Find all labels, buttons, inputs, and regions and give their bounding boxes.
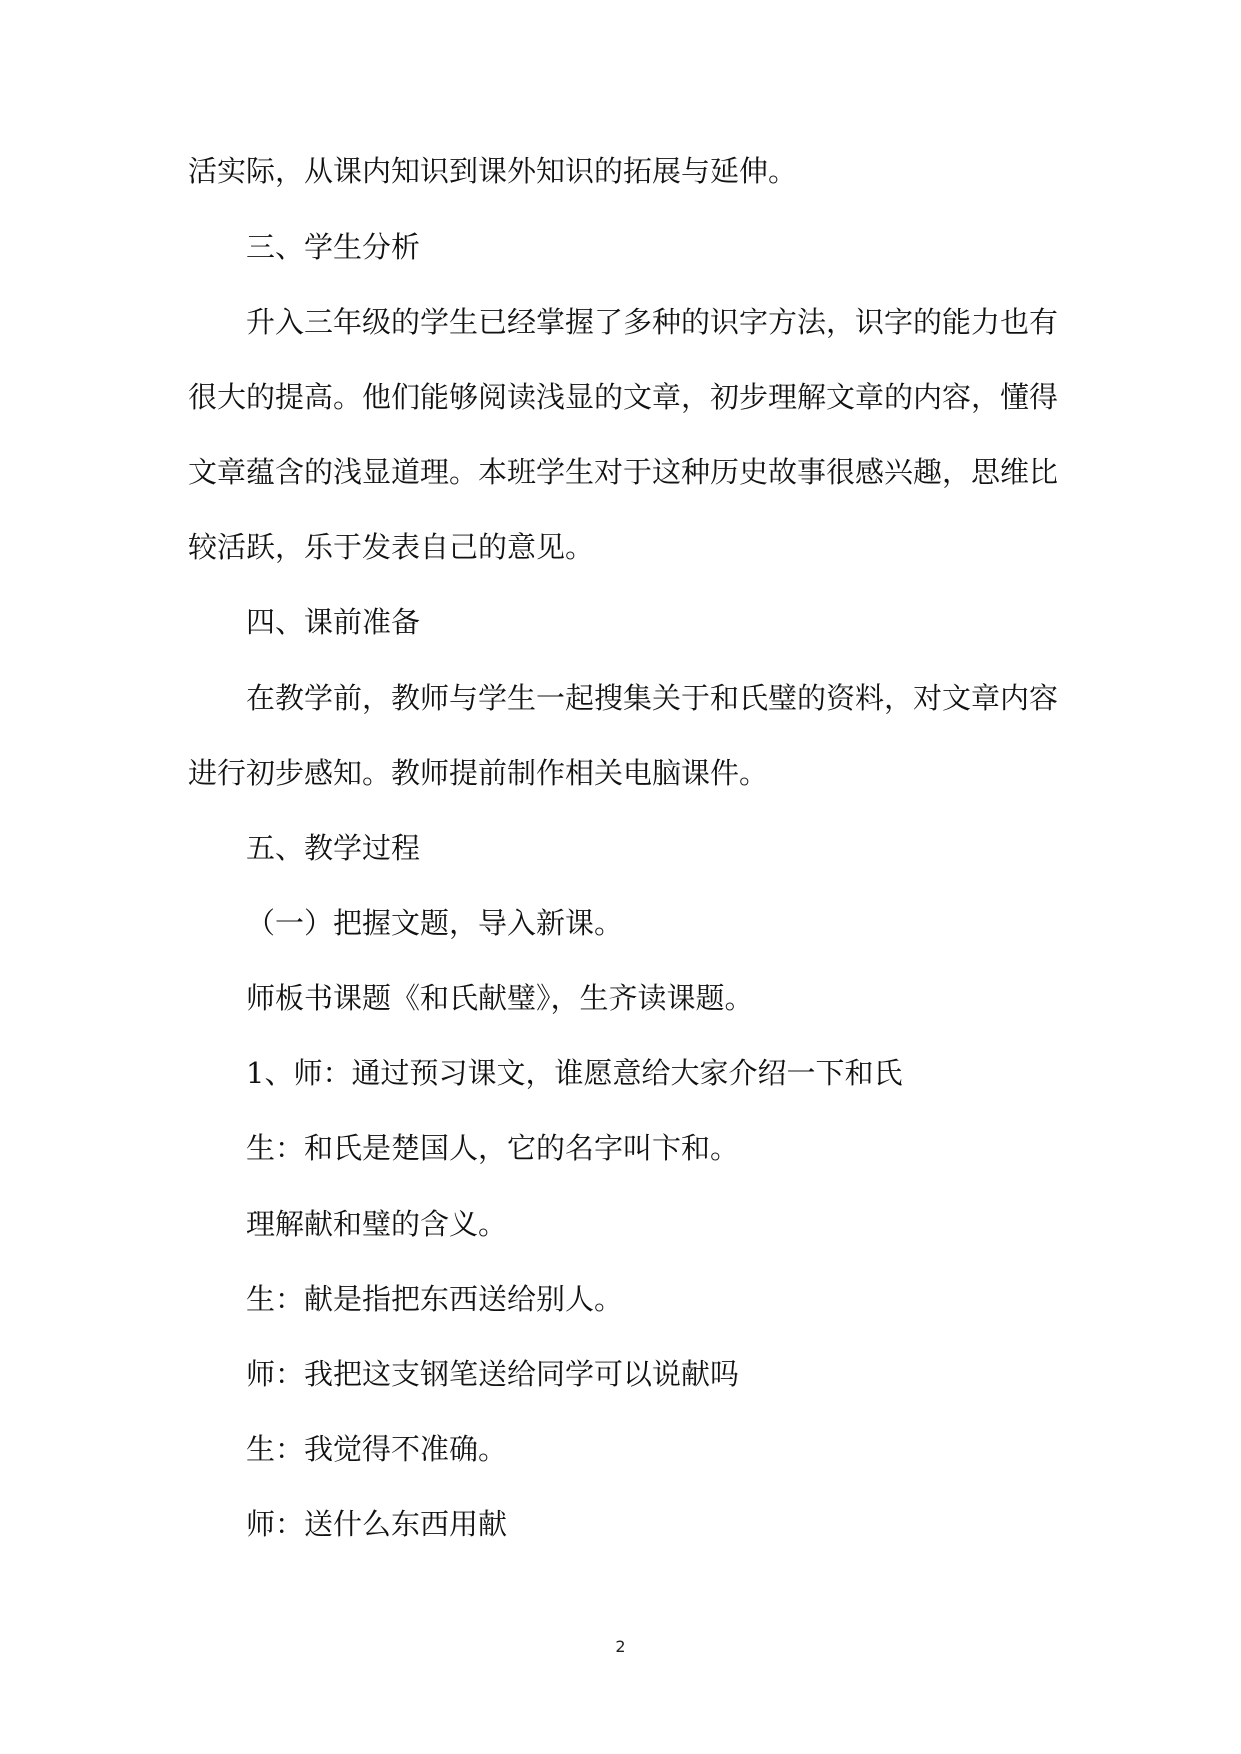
paragraph-line: 师板书课题《和氏献璧》，生齐读课题。 <box>246 981 754 1015</box>
paragraph-line: 升入三年级的学生已经掌握了多种的识字方法，识字的能力也有 <box>246 305 1059 339</box>
section-heading-teaching-process: 五、教学过程 <box>246 831 421 865</box>
subsection-heading: （一）把握文题，导入新课。 <box>246 906 624 940</box>
paragraph-line: 进行初步感知。教师提前制作相关电脑课件。 <box>188 756 769 790</box>
paragraph-line: 很大的提高。他们能够阅读浅显的文章，初步理解文章的内容，懂得 <box>188 380 1059 414</box>
paragraph-line: 在教学前，教师与学生一起搜集关于和氏璧的资料，对文章内容 <box>246 681 1059 715</box>
dialogue-line: 师：我把这支钢笔送给同学可以说献吗 <box>246 1357 740 1391</box>
paragraph-line: 理解献和璧的含义。 <box>246 1207 508 1241</box>
dialogue-line: 生：我觉得不准确。 <box>246 1432 508 1466</box>
section-heading-preparation: 四、课前准备 <box>246 605 421 639</box>
paragraph-line: 活实际，从课内知识到课外知识的拓展与延伸。 <box>188 154 798 188</box>
dialogue-line: 生：和氏是楚国人，它的名字叫卞和。 <box>246 1131 740 1165</box>
dialogue-line: 1、师：通过预习课文，谁愿意给大家介绍一下和氏 <box>246 1056 903 1090</box>
dialogue-line: 师：送什么东西用献 <box>246 1507 508 1541</box>
paragraph-line: 较活跃，乐于发表自己的意见。 <box>188 530 595 564</box>
page-number: 2 <box>615 1637 626 1656</box>
section-heading-student-analysis: 三、学生分析 <box>246 230 421 264</box>
dialogue-line: 生：献是指把东西送给别人。 <box>246 1282 624 1316</box>
paragraph-line: 文章蕴含的浅显道理。本班学生对于这种历史故事很感兴趣，思维比 <box>188 455 1059 489</box>
